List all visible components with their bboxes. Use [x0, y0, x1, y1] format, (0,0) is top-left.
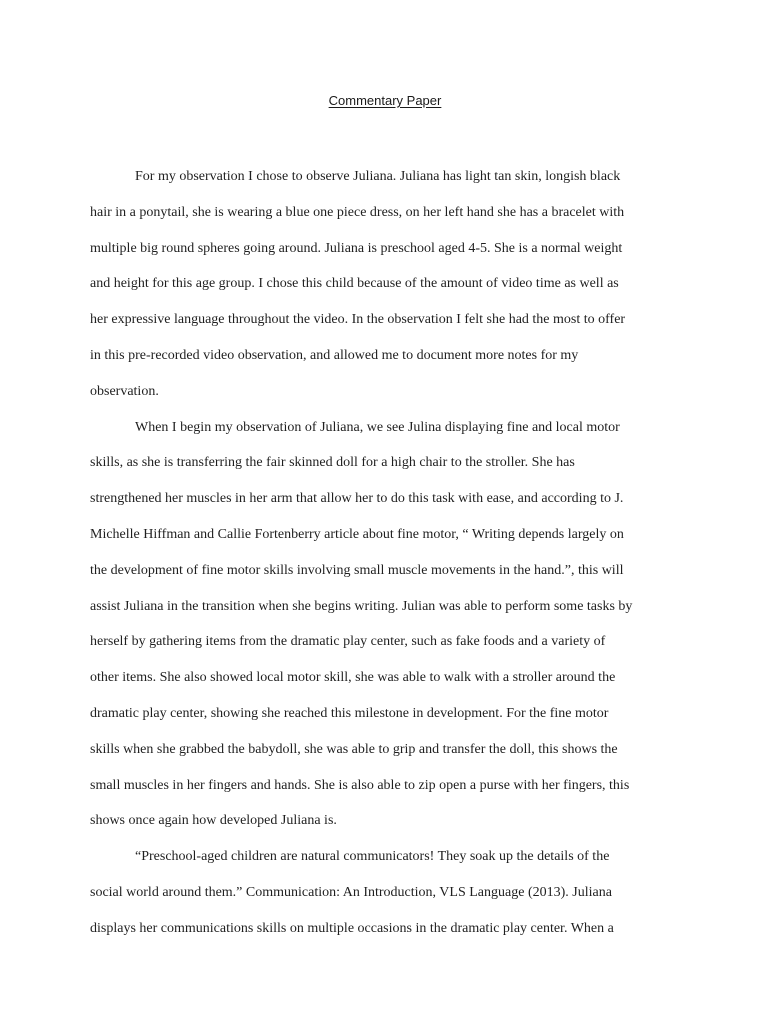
text-line: in this pre-recorded video observation, and allowed me to document more notes for my — [90, 347, 579, 363]
text-line: When I begin my observation of Juliana, we see Julina displaying fine and local motor — [135, 419, 620, 435]
text-line: dramatic play center, showing she reached this milestone in development. For the fine motor — [90, 705, 609, 721]
text-line: social world around them.” Communication: An Introduction, VLS Language (2013). Juliana — [90, 884, 612, 900]
text-line: the development of fine motor skills involving small muscle movements in the hand.”, this will — [90, 562, 624, 578]
text-line: “Preschool-aged children are natural communicators! They soak up the details of the — [135, 849, 610, 865]
text-line: and height for this age group. I chose this child because of the amount of video time as well as — [90, 276, 619, 292]
text-line: herself by gathering items from the dramatic play center, such as fake foods and a variety of — [90, 634, 606, 650]
text-line: shows once again how developed Juliana is. — [90, 813, 337, 829]
text-line: displays her communications skills on multiple occasions in the dramatic play center. When a — [90, 920, 614, 936]
text-line: strengthened her muscles in her arm that allow her to do this task with ease, and according to J. — [90, 491, 624, 507]
text-line: other items. She also showed local motor skill, she was able to walk with a stroller around the — [90, 670, 616, 686]
text-line: her expressive language throughout the video. In the observation I felt she had the most to offer — [90, 312, 626, 328]
text-line: For my observation I chose to observe Juliana. Juliana has light tan skin, longish black — [135, 169, 621, 184]
text-line: Michelle Hiffman and Callie Fortenberry article about fine motor, “ Writing depends largely on — [90, 526, 624, 542]
text-line: observation. — [90, 383, 159, 399]
text-line: multiple big round spheres going around. Juliana is preschool aged 4-5. She is a normal weight — [90, 240, 623, 256]
text-line: small muscles in her fingers and hands. She is also able to zip open a purse with her fingers, this — [90, 777, 630, 793]
text-line: assist Juliana in the transition when she begins writing. Julian was able to perform some tasks by — [90, 598, 633, 614]
text-line: skills when she grabbed the babydoll, she was able to grip and transfer the doll, this shows the — [90, 741, 618, 757]
text-line: hair in a ponytail, she is wearing a blue one piece dress, on her left hand she has a bracelet with — [90, 204, 625, 220]
page-title: Commentary Paper — [328, 93, 442, 108]
body-text — [90, 159, 680, 947]
text-line: skills, as she is transferring the fair skinned doll for a high chair to the stroller. She has — [90, 455, 575, 471]
